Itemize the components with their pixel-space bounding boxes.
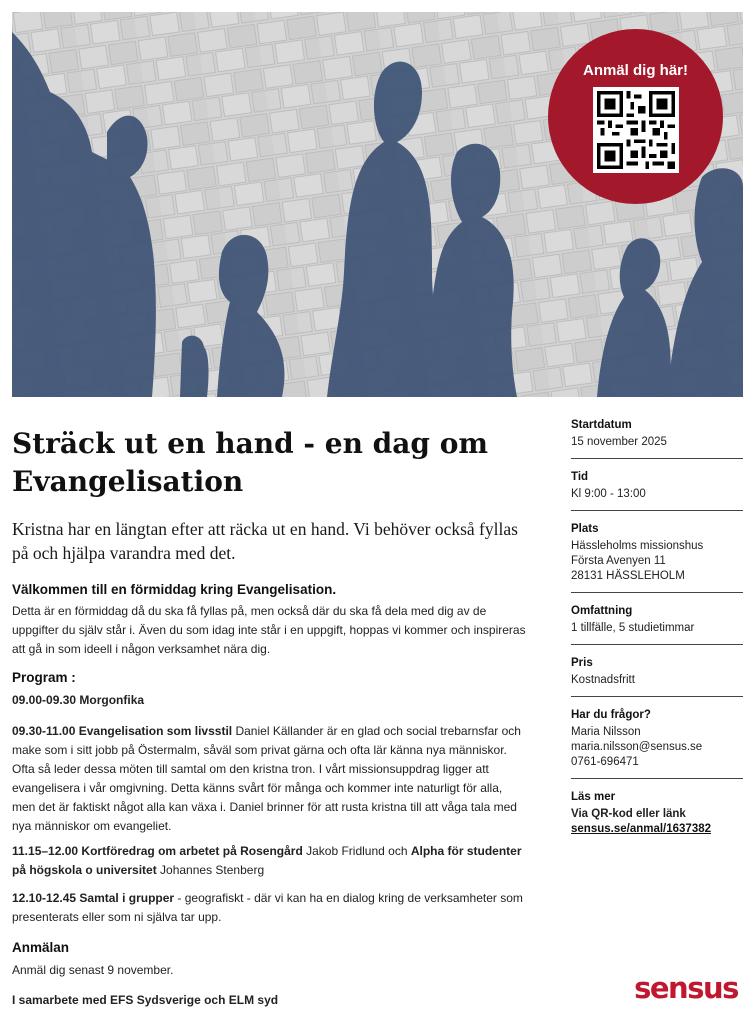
program-item-3-title: 11.15–12.00 Kortföredrag om arbetet på Rosengård [12,844,303,858]
questions-block [571,708,743,779]
program-item-3-title-2: Alpha för studenter på högskola o universitet [12,844,522,877]
program-item-3 [12,842,527,880]
scope-block [571,604,743,645]
program-item-2-text: Daniel Källander är en glad och social trebarnsfar och make som i sitt jobb på Östermalm, såväl som privat gärna och ofta lär känna nya människor. Ofta så leder dessa möten till samtal om den kristna tron. I vårt missionsuppdrag ligger att evangelisera i vår omgivning. Detta känns svårt för många och kommer inte naturligt för alla, men det är faktiskt något alla kan växa i. Daniel brinner för att rusta kristna till att våga tala med nya människor om evangeliet. [12,724,521,833]
program-item-1-title: 09.00-09.30 Morgonfika [12,693,145,707]
scope-label: Omfattning [571,605,633,617]
event-details-sidebar [571,418,743,856]
time-block [571,470,743,511]
start-date-block [571,418,743,459]
read-more-text: Via QR-kod eller länk [571,808,686,820]
program-item-4 [12,889,527,927]
place-line-1: Hässleholms missionshus [571,540,704,552]
place-block [571,522,743,593]
lead-paragraph: Kristna har en längtan efter att räcka ut en hand. Vi behöver också fyllas på och hjälpa varandra med det. [12,519,518,563]
time-value: Kl 9:00 - 13:00 [571,488,646,500]
registration-link[interactable]: sensus.se/anmal/1637382 [571,823,712,835]
place-label: Plats [571,523,599,535]
program-item-2 [12,722,527,836]
welcome-heading: Välkommen till en förmiddag kring Evangelisation. [12,582,337,597]
read-more-label: Läs mer [571,791,616,803]
questions-label: Har du frågor? [571,709,651,721]
start-date-value: 15 november 2025 [571,436,667,448]
price-label: Pris [571,657,593,669]
program-item-1 [12,691,527,710]
sensus-logo [629,974,743,1004]
contact-phone[interactable]: 0761-696471 [571,756,639,768]
qr-badge-label: Anmäl dig här! [582,62,688,79]
svg-text:sensus: sensus [634,974,738,1004]
program-item-4-text: - geografiskt - där vi kan ha en dialog kring de verksamheter som presenterats eller som ni själva tar upp. [12,891,523,924]
welcome-text: Detta är en förmiddag då du ska få fyllas på, men också där du ska få dela med dig av de uppgifter du själv står i. Även du som idag inte står i en uppgift, hoppas vi kommer och inspireras att gå in som ideell i någon verksamhet nära dig. [12,604,526,656]
page-title: Sträck ut en hand - en dag om Evangelisation [12,427,489,498]
place-line-3: 28131 HÄSSLEHOLM [571,570,685,582]
read-more-block [571,790,743,845]
price-value: Kostnadsfritt [571,674,635,686]
start-date-label: Startdatum [571,419,632,431]
program-heading: Program : [12,670,76,685]
program-item-3-text: Jakob Fridlund och [302,844,411,858]
scope-value: 1 tillfälle, 5 studietimmar [571,622,695,634]
qr-registration-badge[interactable] [548,29,723,204]
contact-name: Maria Nilsson [571,726,641,738]
qr-code-icon[interactable] [593,87,679,173]
registration-text: Anmäl dig senast 9 november. [12,963,174,977]
program-item-2-title: 09.30-11.00 Evangelisation som livsstil [12,724,233,738]
program-item-3-text-2: Johannes Stenberg [156,863,265,877]
contact-email[interactable]: maria.nilsson@sensus.se [571,741,703,753]
price-block [571,656,743,697]
registration-heading: Anmälan [12,940,70,955]
place-line-2: Första Avenyen 11 [571,555,666,567]
partners-text: I samarbete med EFS Sydsverige och ELM syd [12,993,279,1007]
time-label: Tid [571,471,589,483]
program-item-4-title: 12.10-12.45 Samtal i grupper [12,891,175,905]
